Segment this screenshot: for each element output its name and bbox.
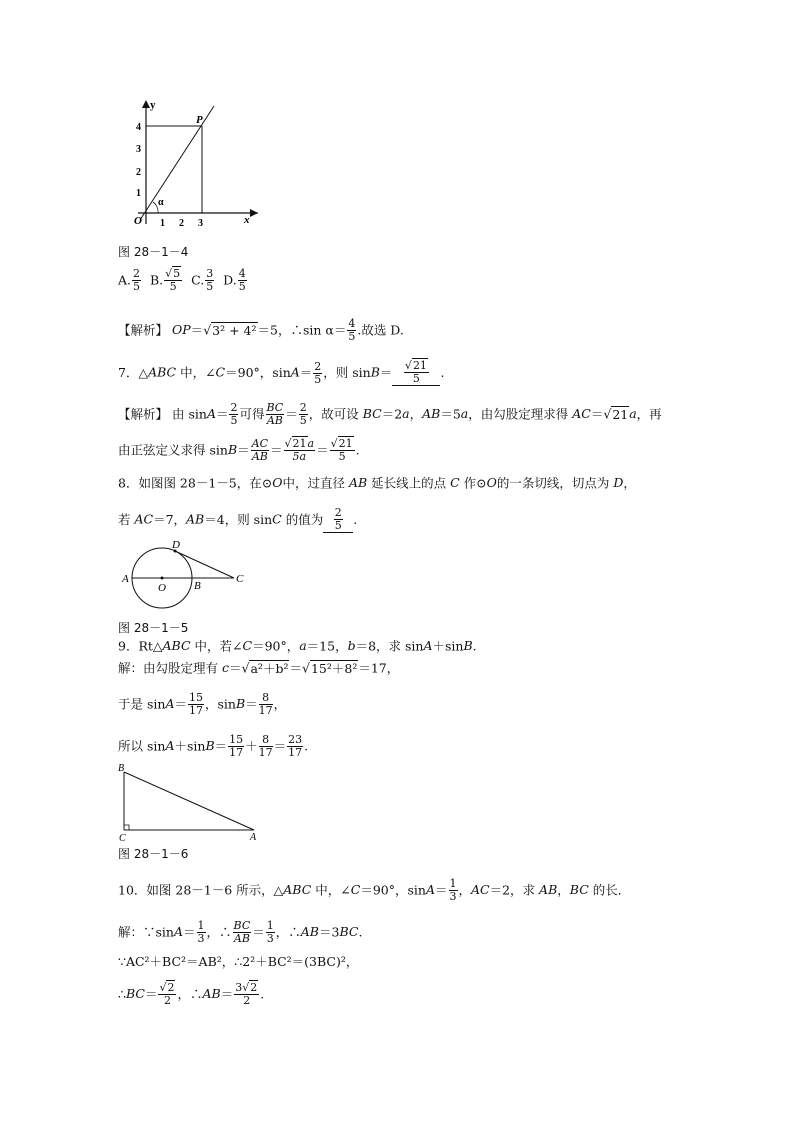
q10-solution-3: ∴BC＝ $\frac{√2}{2}$ ，∴AB＝ $\frac{3√2}{2}$ . [118, 981, 265, 1007]
q7-analysis-line2: 由正弦定义求得 sinB＝ $\frac{AC}{AB}=$ $\frac{√21a}{5a}=$ $\frac{√21}{5}$ . [118, 437, 360, 463]
q6-options: A. $\frac{2}{5}$ B. $\frac{√5}{5}$ C. $\frac{3}{5}$ D. $\frac{4}{5}$ [118, 267, 246, 293]
label-D: D [172, 539, 180, 551]
fig4-caption: 图 28－1－4 [118, 245, 189, 259]
figure-28-1-4 [118, 96, 268, 231]
question-8-line2: 若 AC＝7，AB＝4，则 sinC 的值为 $\frac{2}{5}$ . [118, 506, 358, 532]
q9-solution-3: 所以 sinA＋sinB＝ $\frac{15}{17}$ ＋ $\frac{8}{17}$ ＝ $\frac{23}{17}$ . [118, 733, 309, 759]
fig5-caption: 图 28－1－5 [118, 621, 189, 635]
angle-label: α [158, 197, 164, 208]
figure-28-1-5 [118, 538, 258, 618]
question-8-line1: 8．如图图 28－1－5，在⊙O中，过直径 AB 延长线上的点 C 作⊙O的一条切线，切点为 D， [118, 475, 636, 491]
x-tick-2: 2 [179, 218, 184, 229]
question-7: 7．△ABC 中，∠C＝90°，sinA＝ $\frac{2}{5}$ ，则 sinB＝ $\frac{√21}{5}$ . [118, 359, 445, 386]
q6-analysis: 【解析】 OP＝√3² + 4²＝5，∴sin α＝ $\frac{4}{5}$ .故选 D. [118, 317, 404, 343]
label-B: B [194, 580, 201, 592]
x-tick-3: 3 [198, 218, 203, 229]
x-tick-1: 1 [160, 218, 165, 229]
label-A: A [122, 573, 129, 585]
label-A: A [250, 832, 257, 842]
origin-label: O [134, 215, 142, 227]
point-p-label: P [196, 114, 203, 126]
q9-solution-1: 解：由勾股定理有 c＝√a²＋b²＝√15²＋8²＝17， [118, 660, 400, 676]
q7-analysis-line1: 【解析】 由 sinA＝ $\frac{2}{5}$ 可得 $\frac{BC}{AB}=$ $\frac{2}{5}$ ，故可设 BC＝2a，AB＝5a，由勾股定理求得 AC＝√21a，再 [118, 401, 662, 427]
label-C: C [119, 833, 126, 842]
q9-solution-2: 于是 sinA＝ $\frac{15}{17}$ ，sinB＝ $\frac{8}{17}$ ， [118, 691, 287, 717]
label-O: O [158, 582, 166, 594]
fig6-caption: 图 28－1－6 [118, 847, 189, 861]
y-tick-4: 4 [136, 122, 141, 133]
label-C: C [236, 573, 244, 585]
x-axis-label: x [244, 214, 250, 226]
question-9: 9．Rt△ABC 中，若∠C＝90°，a＝15，b＝8，求 sinA＋sinB. [118, 638, 477, 654]
y-tick-1: 1 [136, 188, 141, 199]
y-tick-3: 3 [136, 144, 141, 155]
y-tick-2: 2 [136, 167, 141, 178]
y-axis-label: y [150, 99, 156, 111]
label-B: B [118, 763, 125, 774]
q10-solution-2: ∵AC²＋BC²＝AB²，∴2²＋BC²＝(3BC)²， [118, 954, 359, 969]
q10-solution-1: 解：∵sinA＝ $\frac{1}{3}$ ，∴ $\frac{BC}{AB}=$ $\frac{1}{3}$ ，∴AB＝3BC. [118, 919, 363, 945]
question-10: 10．如图 28－1－6 所示，△ABC 中，∠C＝90°，sinA＝ $\frac{1}{3}$ ，AC＝2，求 AB，BC 的长． [118, 877, 631, 903]
figure-28-1-6 [116, 762, 266, 842]
